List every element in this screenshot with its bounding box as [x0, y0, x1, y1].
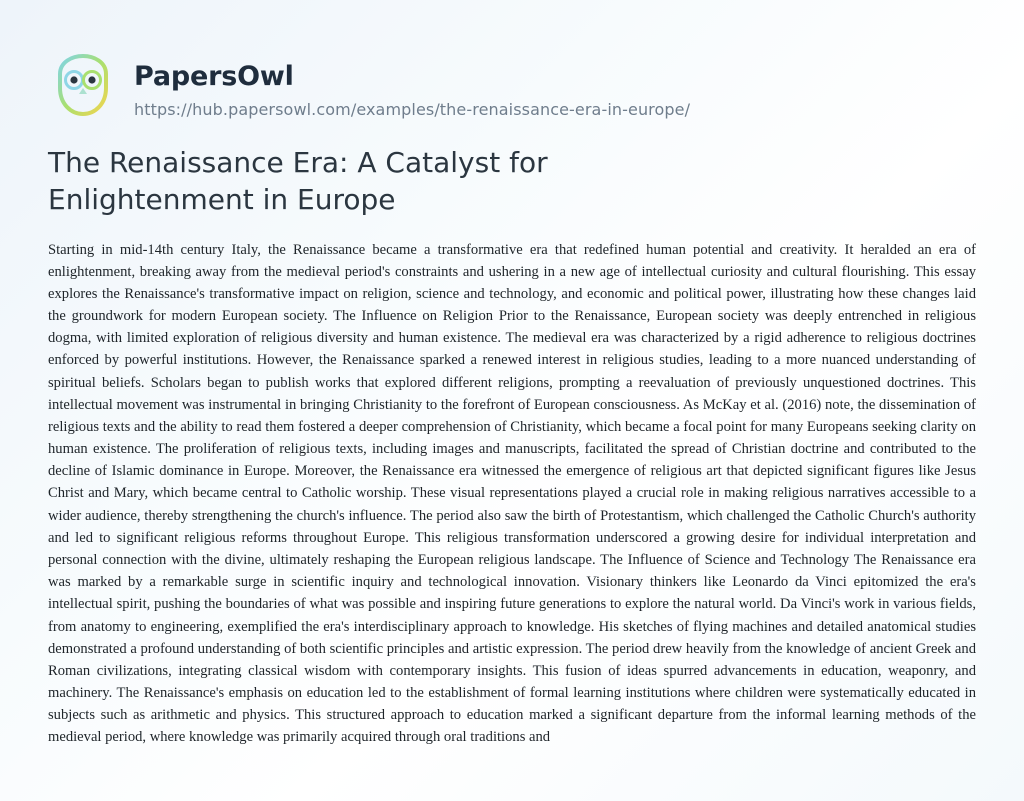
brand-block — [134, 52, 690, 119]
page-title: The Renaissance Era: A Catalyst for Enlightenment in Europe — [48, 145, 548, 216]
owl-logo-icon — [50, 52, 116, 118]
article-body: Starting in mid-14th century Italy, the Renaissance became a transformative era that redefined human potential and creativity. It heralded an era of enlightenment, breaking away from the medieval period's constraints and ushering in a new age of intellectual curiosity and cultural flourishing. This essay explores the Renaissance's transformative impact on religion, science and technology, and economic and political power, illustrating how these changes laid the groundwork for modern European society. The Influence on Religion Prior to the Renaissance, European society was deeply entrenched in religious dogma, with limited exploration of religious diversity and human existence. The medieval era was characterized by a rigid adherence to religious doctrines enforced by powerful institutions. However, the Renaissance sparked a renewed interest in religious studies, leading to a more nuanced understanding of spiritual beliefs. Scholars began to publish works that explored different religions, prompting a reevaluation of previously unquestioned doctrines. This intellectual movement was instrumental in bringing Christianity to the forefront of European consciousness. As McKay et al. (2016) note, the dissemination of religious texts and the ability to read them fostered a deeper comprehension of Christianity, which became a focal point for many Europeans seeking clarity on human existence. The proliferation of religious texts, including images and manuscripts, facilitated the spread of Christian doctrine and contributed to the decline of Islamic dominance in Europe. Moreover, the Renaissance era witnessed the emergence of religious art that depicted significant figures like Jesus Christ and Mary, which became central to Catholic worship. These visual representations played a crucial role in making religious narratives accessible to a wider audience, thereby strengthening the church's influence. The period also saw the birth of Protestantism, which challenged the Catholic Church's authority and led to significant religious reforms throughout Europe. This religious transformation underscored a growing desire for individual interpretation and personal connection with the divine, ultimately reshaping the European religious landscape. The Influence of Science and Technology The Renaissance era was marked by a remarkable surge in scientific inquiry and technological innovation. Visionary thinkers like Leonardo da Vinci epitomized the era's intellectual spirit, pushing the boundaries of what was possible and inspiring future generations to explore the natural world. Da Vinci's work in various fields, from anatomy to engineering, exemplified the era's interdisciplinary approach to knowledge. His sketches of flying machines and detailed anatomical studies demonstrated a profound understanding of both scientific principles and artistic expression. The period drew heavily from the knowledge of ancient Greek and Roman civilizations, integrating classical wisdom with contemporary insights. This fusion of ideas spurred advancements in education, weaponry, and machinery. The Renaissance's emphasis on education led to the establishment of formal learning institutions where children were systematically educated in subjects such as arithmetic and physics. This structured approach to education marked a significant departure from the informal learning methods of the medieval period, where knowledge was primarily acquired through oral traditions and — [48, 241, 976, 746]
site-header — [0, 0, 1024, 119]
source-url[interactable]: https://hub.papersowl.com/examples/the-renaissance-era-in-europe/ — [134, 99, 691, 119]
brand-name: PapersOwl — [134, 61, 294, 92]
article — [0, 119, 1024, 749]
